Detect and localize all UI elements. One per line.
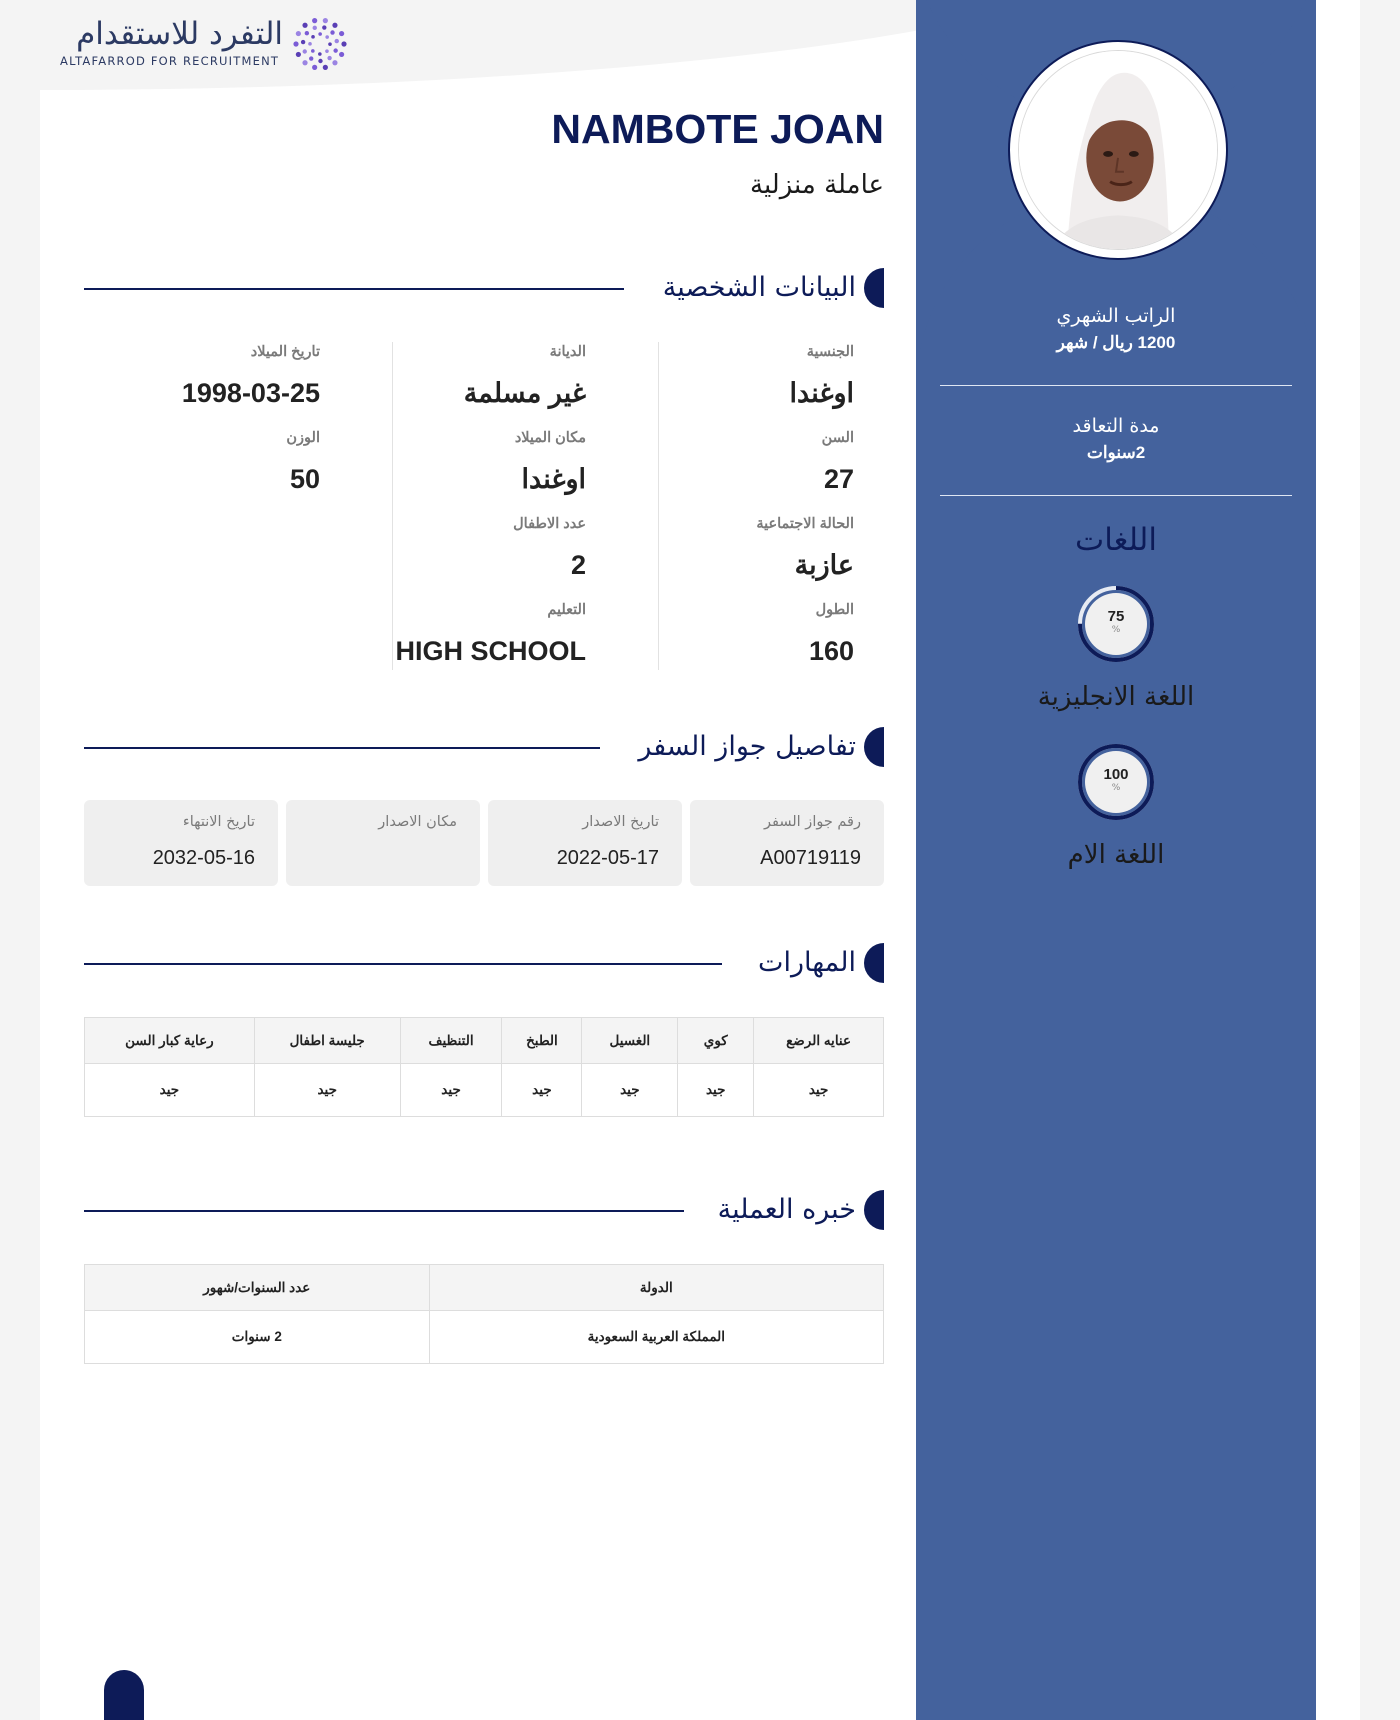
table-cell: 2 سنوات — [85, 1311, 430, 1364]
field-value: 50 — [289, 464, 320, 494]
logo-dot — [323, 18, 328, 23]
table-row — [85, 1064, 884, 1117]
logo-dot — [325, 49, 329, 53]
logo-dot — [296, 31, 301, 36]
company-logo — [60, 14, 360, 74]
contract-value: 2سنوات — [1086, 443, 1146, 462]
percent-unit: % — [1111, 625, 1121, 635]
logo-dot — [301, 40, 305, 44]
section-title: خبره العملية — [717, 1194, 856, 1225]
field-label: السن — [821, 430, 854, 446]
field-value: غير مسلمة — [463, 378, 586, 408]
table-header-cell: الغسيل — [582, 1018, 678, 1064]
passport-card-label: مكان الاصدار — [378, 814, 457, 830]
field-label: الطول — [815, 602, 854, 618]
language-percent — [1076, 742, 1156, 822]
passport-cards — [84, 800, 884, 886]
field-value: 160 — [808, 636, 854, 666]
field-nationality — [790, 342, 854, 410]
field-label: الوزن — [286, 430, 320, 446]
salary-block — [916, 302, 1316, 356]
logo-dot — [305, 31, 309, 35]
column-divider — [658, 342, 659, 670]
table-cell: المملكة العربية السعودية — [429, 1311, 883, 1364]
avatar — [1008, 40, 1228, 260]
field-label: تاريخ الميلاد — [250, 344, 320, 360]
skills-table — [84, 1017, 884, 1117]
field-label: عدد الاطفال — [513, 516, 586, 532]
field-weight — [286, 428, 320, 496]
logo-dot — [302, 60, 307, 65]
section-rule — [84, 747, 600, 749]
logo-dot — [318, 32, 322, 36]
job-title: عاملة منزلية — [750, 170, 884, 200]
logo-dot — [335, 39, 339, 43]
logo-dot — [303, 49, 307, 53]
candidate-portrait — [1018, 50, 1218, 250]
language-name: اللغة الانجليزية — [1037, 682, 1195, 712]
sidebar-divider — [940, 385, 1292, 386]
personal-info-grid — [84, 342, 884, 670]
contract-label: مدة التعاقد — [1072, 415, 1160, 437]
logo-dot — [323, 65, 328, 70]
logo-dot — [312, 18, 317, 23]
field-children — [513, 514, 586, 582]
logo-dot — [309, 56, 313, 60]
field-birth-date — [182, 342, 320, 410]
section-header-experience — [84, 1190, 884, 1230]
sidebar-divider — [940, 495, 1292, 496]
field-marital-status — [756, 514, 854, 582]
salary-value: 1200 ريال / شهر — [1056, 333, 1176, 352]
logo-dot — [341, 41, 346, 46]
section-rule — [84, 1210, 684, 1212]
logo-dot — [328, 42, 332, 46]
field-value: 2 — [570, 550, 586, 580]
section-title: تفاصيل جواز السفر — [638, 731, 856, 762]
table-header-cell: عدد السنوات/شهور — [85, 1265, 430, 1311]
logo-dot — [325, 35, 329, 39]
passport-card-label: رقم جواز السفر — [763, 814, 861, 830]
section-tab — [864, 1190, 884, 1230]
field-label: التعليم — [547, 602, 586, 618]
sidebar — [916, 0, 1316, 1720]
field-education — [395, 600, 586, 668]
language-percent-value: 75 — [1107, 608, 1125, 625]
section-header-passport — [84, 727, 884, 767]
passport-card-value: 2032-05-16 — [152, 847, 255, 869]
experience-table — [84, 1264, 884, 1364]
field-value: اوغندا — [521, 464, 586, 494]
table-header-cell: الطبخ — [502, 1018, 582, 1064]
logo-dot — [330, 30, 334, 34]
languages-title: اللغات — [1075, 522, 1157, 558]
logo-dot — [318, 52, 322, 56]
logo-dot — [313, 26, 317, 30]
field-value: 27 — [823, 464, 854, 494]
passport-card — [84, 800, 278, 886]
logo-dot — [327, 56, 331, 60]
field-label: الديانة — [549, 344, 586, 360]
passport-card-value: 2022-05-17 — [556, 847, 659, 869]
section-header-skills — [84, 943, 884, 983]
table-cell: جيد — [254, 1064, 400, 1117]
company-name-en: ALTAFARROD FOR RECRUITMENT — [60, 54, 280, 68]
logo-dot — [318, 59, 322, 63]
logo-dot — [339, 52, 344, 57]
field-age — [822, 428, 854, 496]
logo-dot — [296, 52, 301, 57]
field-birth-place — [515, 428, 586, 496]
logo-dot — [332, 60, 337, 65]
field-religion — [464, 342, 586, 410]
passport-card-value: A00719119 — [760, 847, 861, 869]
field-value: اوغندا — [789, 378, 854, 408]
company-name-ar: التفرد للاستقدام — [76, 16, 283, 52]
cv-page — [40, 0, 1360, 1720]
table-header-cell: عنايه الرضع — [754, 1018, 884, 1064]
logo-dot — [339, 31, 344, 36]
field-label: مكان الميلاد — [514, 430, 586, 446]
table-row — [85, 1311, 884, 1364]
table-cell: جيد — [85, 1064, 255, 1117]
table-header-cell: رعاية كبار السن — [85, 1018, 255, 1064]
table-cell: جيد — [502, 1064, 582, 1117]
language-percent — [1076, 584, 1156, 664]
language-percent-value: 100 — [1103, 766, 1129, 783]
table-cell: جيد — [582, 1064, 678, 1117]
table-header-cell: كوي — [678, 1018, 754, 1064]
section-rule — [84, 963, 722, 965]
logo-dot — [332, 23, 337, 28]
table-cell: جيد — [678, 1064, 754, 1117]
language-name: اللغة الام — [1067, 840, 1165, 870]
passport-card — [488, 800, 682, 886]
logo-dot — [293, 41, 298, 46]
section-title: البيانات الشخصية — [662, 272, 856, 303]
section-tab — [864, 727, 884, 767]
table-cell: جيد — [754, 1064, 884, 1117]
salary-label: الراتب الشهري — [1056, 305, 1176, 327]
field-label: الجنسية — [806, 344, 854, 360]
table-header-cell: الدولة — [429, 1265, 883, 1311]
section-rule — [84, 288, 624, 290]
section-tab — [864, 268, 884, 308]
passport-card — [690, 800, 884, 886]
section-title: المهارات — [758, 947, 856, 978]
percent-unit: % — [1111, 783, 1121, 793]
field-value: HIGH SCHOOL — [395, 636, 586, 666]
table-cell: جيد — [400, 1064, 502, 1117]
passport-card-label: تاريخ الاصدار — [582, 814, 659, 830]
logo-dot — [308, 42, 312, 46]
footer-tab — [104, 1670, 144, 1720]
candidate-name: NAMBOTE JOAN — [551, 106, 884, 152]
field-label: الحالة الاجتماعية — [756, 516, 854, 532]
logo-dot — [311, 35, 315, 39]
table-header-row — [85, 1265, 884, 1311]
dotted-spiral-logo-icon — [292, 16, 348, 72]
logo-dot — [302, 23, 307, 28]
logo-dot — [322, 25, 326, 29]
field-value: 1998-03-25 — [181, 378, 320, 408]
contract-block — [916, 412, 1316, 466]
logo-dot — [333, 48, 337, 52]
passport-card-label: تاريخ الانتهاء — [182, 814, 255, 830]
logo-dot — [312, 65, 317, 70]
portrait-illustration — [1019, 51, 1217, 249]
column-divider — [392, 342, 393, 670]
section-tab — [864, 943, 884, 983]
field-value: عازبة — [794, 550, 854, 580]
table-header-row — [85, 1018, 884, 1064]
table-header-cell: جليسة اطفال — [254, 1018, 400, 1064]
passport-card — [286, 800, 480, 886]
field-height — [809, 600, 854, 668]
table-header-cell: التنظيف — [400, 1018, 502, 1064]
section-header-personal — [84, 268, 884, 308]
logo-dot — [311, 49, 315, 53]
